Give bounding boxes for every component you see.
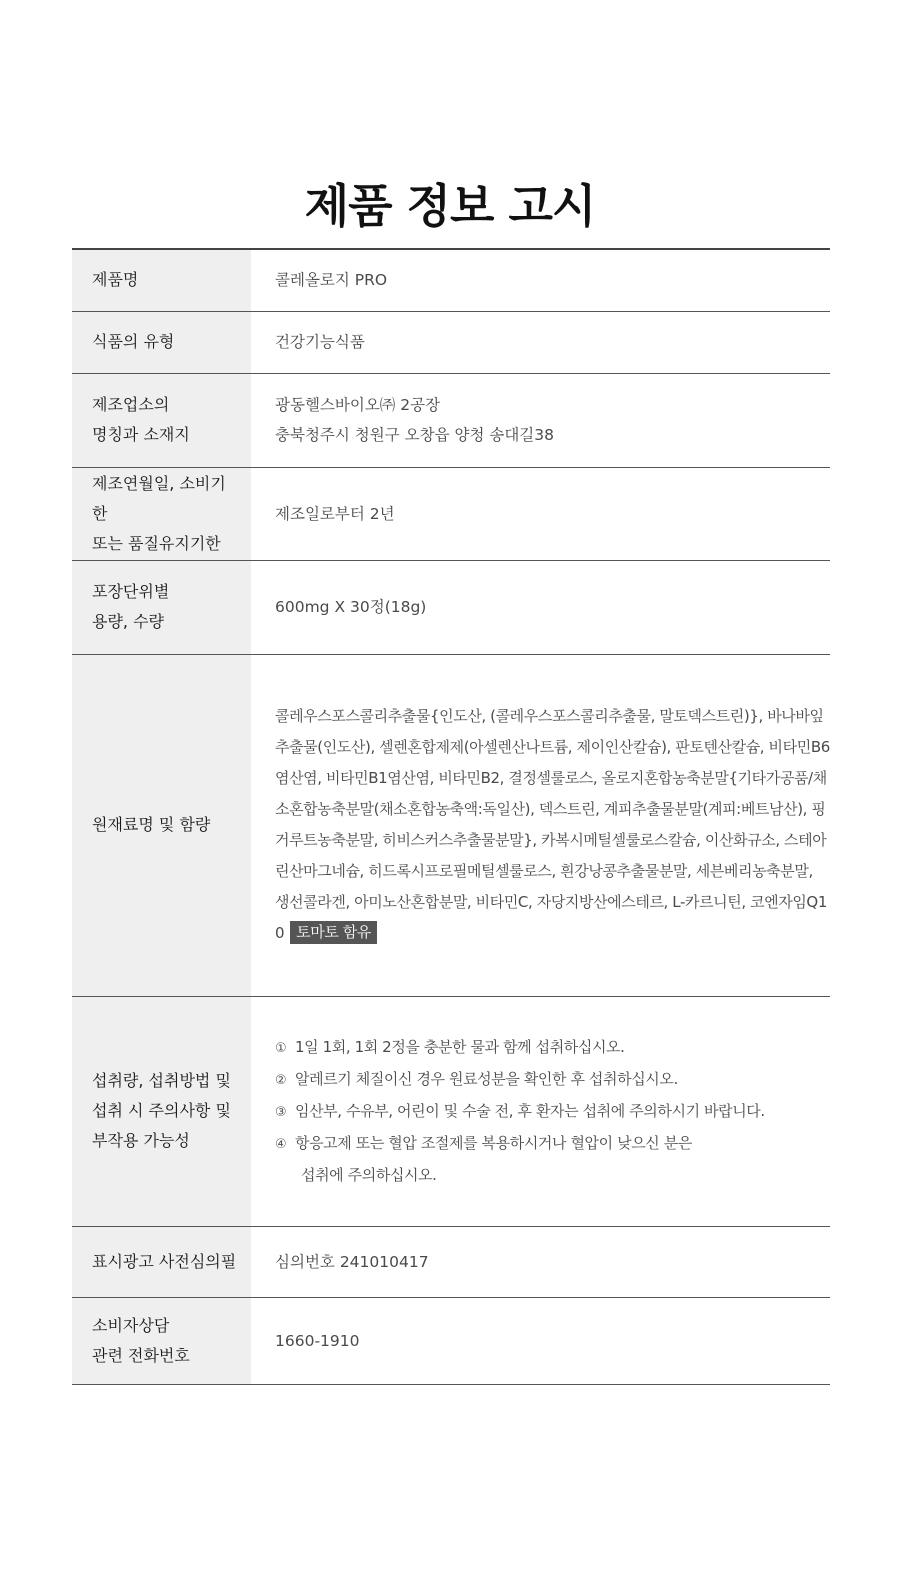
value-ingredients xyxy=(251,654,830,996)
label-intake xyxy=(72,996,251,1226)
label-consumer-phone xyxy=(72,1297,251,1384)
value-packaging: 600mg X 30정(18g) xyxy=(275,598,427,616)
label-intake-line3: 부작용 가능성 xyxy=(92,1131,190,1150)
label-ad-review: 표시광고 사전심의필 xyxy=(72,1226,251,1297)
caution-number: ① xyxy=(275,1040,287,1056)
value-consumer-phone: 1660-1910 xyxy=(275,1331,360,1350)
allergen-badge: 토마토 함유 xyxy=(290,921,377,944)
label-intake-line2: 섭취 시 주의사항 및 xyxy=(92,1101,231,1120)
caution-number: ③ xyxy=(275,1104,287,1120)
caution-number: ② xyxy=(275,1072,287,1088)
caution-text: 임산부, 수유부, 어린이 및 수술 전, 후 환자는 섭취에 주의하시기 바랍니다. xyxy=(295,1101,765,1120)
label-product-name: 제품명 xyxy=(72,249,251,311)
value-product-name: 콜레올로지 PRO xyxy=(275,271,388,290)
label-consumer-phone-line2: 관련 전화번호 xyxy=(92,1345,190,1365)
row-packaging xyxy=(72,560,830,654)
row-manufacturer xyxy=(72,373,830,467)
label-packaging xyxy=(72,560,251,654)
label-packaging-line1: 포장단위별 xyxy=(92,582,170,601)
label-expiry-line2: 또는 품질유지기한 xyxy=(92,533,221,553)
label-expiry xyxy=(72,467,251,560)
row-consumer-phone xyxy=(72,1297,830,1384)
value-ad-review: 심의번호 241010417 xyxy=(275,1252,429,1271)
label-food-type: 식품의 유형 xyxy=(72,311,251,373)
label-packaging-line2: 용량, 수량 xyxy=(92,612,164,631)
label-manufacturer-line1: 제조업소의 xyxy=(92,395,170,414)
caution-number: ④ xyxy=(275,1136,287,1152)
caution-item-4 xyxy=(275,1128,830,1191)
label-consumer-phone-line1: 소비자상담 xyxy=(92,1315,170,1335)
label-manufacturer xyxy=(72,373,251,467)
manufacturer-address: 충북청주시 청원구 오창읍 양청 송대길38 xyxy=(275,426,555,444)
label-intake-line1: 섭취량, 섭취방법 및 xyxy=(92,1071,231,1090)
row-product-name xyxy=(72,249,830,311)
value-expiry: 제조일로부터 2년 xyxy=(275,504,395,523)
label-ingredients: 원재료명 및 함량 xyxy=(72,654,251,996)
row-ad-review xyxy=(72,1226,830,1297)
value-food-type: 건강기능식품 xyxy=(275,333,365,351)
caution-item-1 xyxy=(275,1032,830,1064)
caution-text: 알레르기 체질이신 경우 원료성분을 확인한 후 섭취하십시오. xyxy=(295,1069,678,1088)
row-food-type xyxy=(72,311,830,373)
label-expiry-line1: 제조연월일, 소비기한 xyxy=(92,473,226,523)
row-expiry xyxy=(72,467,830,560)
ingredients-text xyxy=(275,701,830,949)
page-title: 제품 정보 고시 xyxy=(304,179,596,233)
caution-text: 1일 1회, 1회 2정을 충분한 물과 함께 섭취하십시오. xyxy=(295,1037,625,1056)
caution-text-continued: 섭취에 주의하십시오. xyxy=(301,1165,437,1184)
ingredients-list: 콜레우스포스콜리추출물{인도산, (콜레우스포스콜리추출물, 말토덱스트린)}, 바나바잎추출물(인도산), 셀렌혼합제제(아셀렌산나트륨, 제이인산칼슘), 판토텐산칼슘, 비타민B6염산염, 비타민B1염산염, 비타민B2, 결정셀룰로스, 올로지혼합농축분말{기타가공품/채소혼합농축분말(채소혼합농축액:독일산), 덱스트린, 계피추출물분말(계피:베트남산), 핑거루트농축분말, 히비스커스추출물분말}, 카복시메틸셀룰로스칼슘, 이산화규소, 스테아린산마그네슘, 히드록시프로필메틸셀룰로스, 흰강낭콩추출물분말, 세븐베리농축분말, 생선콜라겐, 아미노산혼합분말, 비타민C, 자당지방산에스테르, L-카르니틴, 코엔자임Q10 xyxy=(275,707,830,942)
caution-item-3 xyxy=(275,1096,830,1128)
manufacturer-name: 광동헬스바이오㈜ 2공장 xyxy=(275,396,441,414)
caution-list xyxy=(275,1032,830,1191)
product-info-table xyxy=(72,248,830,1385)
value-intake xyxy=(251,996,830,1226)
caution-item-2 xyxy=(275,1064,830,1096)
caution-text: 항응고제 또는 혈압 조절제를 복용하시거나 혈압이 낮으신 분은 xyxy=(295,1133,692,1152)
value-manufacturer xyxy=(251,373,830,467)
label-manufacturer-line2: 명칭과 소재지 xyxy=(92,425,190,444)
row-ingredients xyxy=(72,654,830,996)
row-intake xyxy=(72,996,830,1226)
